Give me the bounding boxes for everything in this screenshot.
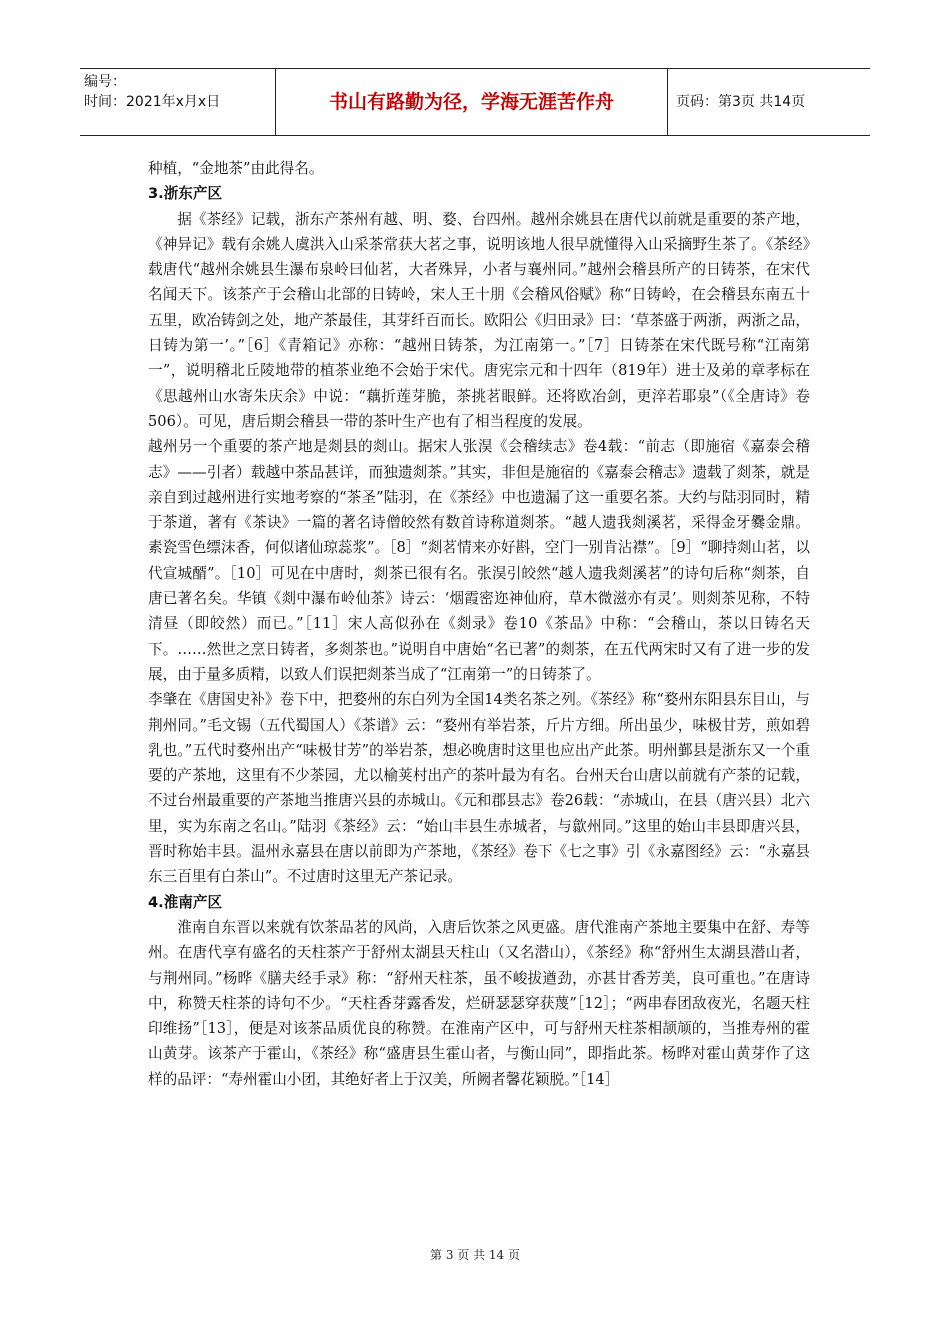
section-heading-huainan: 4.淮南产区	[148, 893, 223, 911]
serial-label: 编号：	[84, 74, 126, 90]
header-meta	[80, 69, 276, 135]
paragraph: 李肇在《唐国史补》卷下中，把婺州的东白列为全国14类名茶之列。《茶经》称“婺州东阳县东目山，与荆州同。”毛文锡（五代蜀国人）《茶谱》云：“婺州有举岩茶，斤片方细。所出虽少，味极甘芳，煎如碧乳也。”五代时婺州出产“味极甘芳”的举岩茶，想必晚唐时这里也应出产此茶。明州鄞县是浙东又一个重要的产茶地，这里有不少茶园，尤以榆荚村出产的茶叶最为有名。台州天台山唐以前就有产茶的记载，不过台州最重要的产茶地当推唐兴县的赤城山。《元和郡县志》卷26载：“赤城山，在县（唐兴县）北六里，实为东南之名山。”陆羽《茶经》云：“始山丰县生赤城者，与歙州同。”这里的始山丰县即唐兴县，晋时称始丰县。温州永嘉县在唐以前即为产茶地，《茶经》卷下《七之事》引《永嘉图经》云：“永嘉县东三百里有白茶山”。不过唐时这里无产茶记录。	[148, 691, 810, 886]
header-motto: 书山有路勤为径，学海无涯苦作舟	[276, 69, 668, 135]
paragraph: 据《茶经》记载，浙东产茶州有越、明、婺、台四州。越州余姚县在唐代以前就是重要的茶产地，《神异记》载有余姚人虞洪入山采茶常获大茗之事，说明该地人很早就懂得入山采摘野生茶了。《茶经》载唐代“越州余姚县生瀑布泉岭曰仙茗，大者殊异，小者与襄州同。”越州会稽县所产的日铸茶，在宋代名闻天下。该茶产于会稽山北部的日铸岭，宋人王十朋《会稽风俗赋》称“日铸岭，在会稽县东南五十五里，欧冶铸剑之处，地产茶最佳，其芽纤百而长。欧阳公《归田录》曰：‘草茶盛于两浙，两浙之品，日铸为第一’。”［6］《青箱记》亦称：“越州日铸茶，为江南第一。”［7］日铸茶在宋代既号称“江南第一”，说明稽北丘陵地带的植茶业绝不会始于宋代。唐宪宗元和十四年（819年）进士及弟的章孝标在《思越州山水寄朱庆余》中说：“藕折莲芽脆，茶挑茗眼鲜。还将欧冶剑，更淬若耶泉”（《全唐诗》卷506）。可见，唐后期会稽县一带的茶叶生产也有了相当程度的发展。	[148, 210, 810, 430]
document-body	[148, 156, 810, 1092]
page-header	[80, 68, 870, 136]
section-heading-zhedong: 3.浙东产区	[148, 185, 223, 203]
header-page-info: 页码：第3页 共14页	[676, 94, 806, 110]
date-label: 时间：2021年x月x日	[84, 94, 221, 110]
paragraph: 越州另一个重要的茶产地是剡县的剡山。据宋人张淏《会稽续志》卷4载：“前志（即施宿《嘉泰会稽志》——引者）载越中茶品甚详，而独遗剡茶。”其实，非但是施宿的《嘉泰会稽志》遗载了剡茶，就是亲自到过越州进行实地考察的“茶圣”陆羽，在《茶经》中也遗漏了这一重要名茶。大约与陆羽同时，精于茶道，著有《茶诀》一篇的著名诗僧皎然有数首诗称道剡茶。“越人遗我剡溪茗，采得金牙爨金鼎。素瓷雪色缥沫香，何似诸仙琼蕊浆”。［8］“剡茗情来亦好斟，空门一别肯沾襟”。［9］“聊持剡山茗，以代宣城醑”。［10］可见在中唐时，剡茶已很有名。张淏引皎然“越人遗我剡溪茗”的诗句后称“剡茶，自唐已著名矣。华镇《剡中瀑布岭仙茶》诗云：‘烟霞密迩神仙府，草木微滋亦有灵’。则剡茶见称，不特清昼（即皎然）而已。”［11］宋人高似孙在《剡录》卷10《茶品》中称：“会稽山，茶以日铸名天下。……然世之烹日铸者，多剡茶也。”说明自中唐始“名已著”的剡茶，在五代两宋时又有了进一步的发展，由于量多质精，以致人们误把剡茶当成了“江南第一”的日铸茶了。	[148, 438, 810, 683]
paragraph: 种植，“金地茶”由此得名。	[148, 160, 324, 177]
paragraph: 淮南自东晋以来就有饮茶品茗的风尚，入唐后饮茶之风更盛。唐代淮南产茶地主要集中在舒、寿等州。在唐代享有盛名的天柱茶产于舒州太湖县天柱山（又名潜山），《茶经》称“舒州生太湖县潜山者，与荆州同。”杨晔《膳夫经手录》称：“舒州天柱茶，虽不峻拔遒劲，亦甚甘香芳美，良可重也。”在唐诗中，称赞天柱茶的诗句不少。“天柱香芽露香发，烂研瑟瑟穿获蔑”［12］；“两串春团敌夜光，名题天柱印维扬”［13］，便是对该茶品质优良的称赞。在淮南产区中，可与舒州天柱茶相颉颃的，当推寿州的霍山黄芽。该茶产于霍山，《茶经》称“盛唐县生霍山者，与衡山同”，即指此茶。杨晔对霍山黄芽作了这样的品评：“寿州霍山小团，其绝好者上于汉美，所阙者馨花颖脱。”［14］	[148, 918, 810, 1088]
page-footer: 第 3 页 共 14 页	[430, 1248, 520, 1262]
